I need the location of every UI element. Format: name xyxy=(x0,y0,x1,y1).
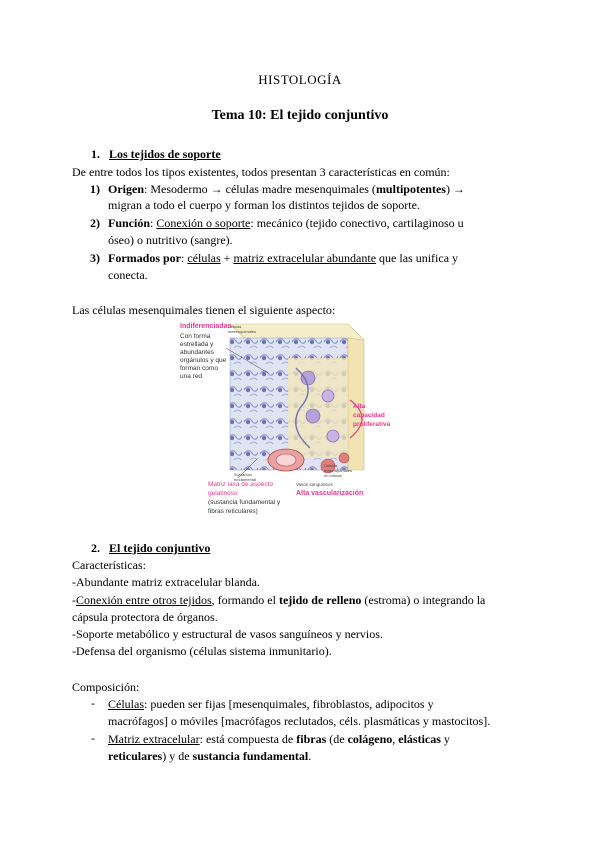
comp2-line2-end: . xyxy=(308,749,312,763)
label-cells-small-2: mesenquimales xyxy=(228,329,257,334)
item3-underlined-1: células xyxy=(187,251,221,265)
item3-text: que las unifica y xyxy=(376,251,459,265)
comp2-mid1: (de xyxy=(326,732,348,746)
comp1-text: : pueden ser fijas [mesenquimales, fibroblastos, adipocitos y xyxy=(144,697,434,711)
comp1-line1 xyxy=(108,696,434,712)
item3-label: Formados por xyxy=(108,251,181,265)
label-undiff-5: forman como xyxy=(180,365,218,372)
label-undiff-title: Indiferenciadas xyxy=(180,323,232,330)
mesenchymal-figure xyxy=(178,318,391,520)
section2-title: El tejido conjuntivo xyxy=(109,541,211,555)
doc-title: HISTOLOGÍA xyxy=(258,72,342,87)
label-undiff-4: orgánulos y que xyxy=(180,357,227,364)
item2-underlined: Conexión o soporte xyxy=(156,216,251,230)
item1-bold: multipotentes xyxy=(375,182,446,196)
char-3: -Soporte metabólico y estructural de vasos sanguíneos y nervios. xyxy=(72,627,383,641)
figure-intro: Las células mesenquimales tienen el siguiente aspecto: xyxy=(72,303,336,317)
comp2-underlined: Matriz extracelular xyxy=(108,732,200,746)
char-2 xyxy=(72,592,485,608)
label-alta-cap-2: capacidad xyxy=(353,412,385,419)
comp2-mid2: y xyxy=(440,732,450,746)
label-matrix-3: (sustancia fundamental y xyxy=(208,499,281,506)
comp2-sep: , xyxy=(392,732,399,746)
label-undiff-1: Con forma xyxy=(180,333,211,340)
comp2-line2 xyxy=(108,748,311,764)
item3-number: 3) xyxy=(90,251,100,265)
composition-title: Composición: xyxy=(72,680,140,694)
section1-intro: De entre todos los tipos existentes, todos presentan 3 características en común: xyxy=(72,165,450,179)
item2-line1 xyxy=(108,215,464,231)
label-cells-small-1: Células xyxy=(228,324,242,329)
comp2-line1 xyxy=(108,731,450,747)
label-alta-vasc: Alta vascularización xyxy=(296,490,364,497)
label-undiff-3: abundantes xyxy=(180,349,214,356)
item1-text-a: : Mesodermo → células madre mesenquimales ( xyxy=(144,182,376,196)
item2-sep: : xyxy=(150,216,157,230)
char-2-line2: cápsula protectora de órganos. xyxy=(72,610,218,624)
section1-title: Los tejidos de soporte xyxy=(109,147,221,161)
label-undiff-2: estrellada y xyxy=(180,341,214,348)
section1-number: 1. xyxy=(91,147,100,161)
comp1-underlined: Células xyxy=(108,697,144,711)
label-small-left-2: fundamental xyxy=(234,477,257,482)
char2-dash: - xyxy=(72,593,76,607)
comp1-bullet: - xyxy=(91,696,95,710)
label-matrix-1: Matriz laxa de aspecto xyxy=(208,481,274,488)
comp2-bold-sustancia: sustancia fundamental xyxy=(192,749,309,763)
char2-bold: tejido de relleno xyxy=(278,593,362,607)
item3-plus: + xyxy=(220,251,234,265)
label-small-left-1: Sustancia xyxy=(234,472,252,477)
comp2-bold-elasticas: elásticas xyxy=(398,732,441,746)
item1-text-b: ) → xyxy=(445,182,465,196)
label-small-right-2: mesenquimales xyxy=(324,468,353,473)
label-vasos: Vasos sanguíneos xyxy=(296,482,333,487)
item2-label: Función xyxy=(108,216,151,230)
item1-line1 xyxy=(108,181,465,197)
comp2-pre: : está compuesta de xyxy=(199,732,297,746)
label-alta-cap-3: proliferativa xyxy=(353,421,391,428)
comp2-bold-colageno: colágeno xyxy=(347,732,393,746)
item2-text: : mecánico (tejido conectivo, cartilaginoso u xyxy=(250,216,464,230)
char-4: -Defensa del organismo (células sistema inmunitario). xyxy=(72,644,332,658)
item2-number: 2) xyxy=(90,216,100,230)
comp1-line2: macrófagos] o móviles [macrófagos reclutados, céls. plasmáticas y mastocitos]. xyxy=(108,714,491,728)
item1-label: Origen xyxy=(108,182,144,196)
label-matrix-4: fibras reticulares) xyxy=(208,508,258,515)
label-small-right-3: en mitosis xyxy=(324,473,343,478)
item1-line2: migran a todo el cuerpo y forman los distintos tejidos de soporte. xyxy=(108,198,420,212)
item3-line1 xyxy=(108,250,458,266)
section2-number: 2. xyxy=(91,541,100,555)
comp2-bold-reticulares: reticulares xyxy=(108,749,163,763)
label-alta-cap-1: Alta xyxy=(353,403,366,410)
doc-subtitle: Tema 10: El tejido conjuntivo xyxy=(211,108,389,123)
char-title: Características: xyxy=(72,558,146,572)
char2-mid: , formando el xyxy=(211,593,279,607)
item3-line2: conecta. xyxy=(108,268,148,282)
item3-sep: : xyxy=(181,251,188,265)
section2-heading xyxy=(91,540,210,556)
char2-underlined: Conexión entre otros tejidos xyxy=(76,593,212,607)
label-undiff-6: una red xyxy=(180,373,203,380)
char2-post: (estroma) o integrando la xyxy=(361,593,486,607)
label-matrix-2: gelatinoso xyxy=(208,490,238,497)
label-small-right-1: Células xyxy=(324,463,338,468)
char-1: -Abundante matriz extracelular blanda. xyxy=(72,575,260,589)
section1-heading xyxy=(91,146,221,162)
comp2-bold-fibras: fibras xyxy=(296,732,327,746)
item2-line2: óseo) o nutritivo (sangre). xyxy=(108,233,233,247)
matrix-area xyxy=(288,358,348,458)
item1-number: 1) xyxy=(90,182,100,196)
comp2-line2-mid: ) y de xyxy=(162,749,193,763)
item3-underlined-2: matriz extracelular abundante xyxy=(233,251,377,265)
comp2-bullet: - xyxy=(91,731,95,745)
